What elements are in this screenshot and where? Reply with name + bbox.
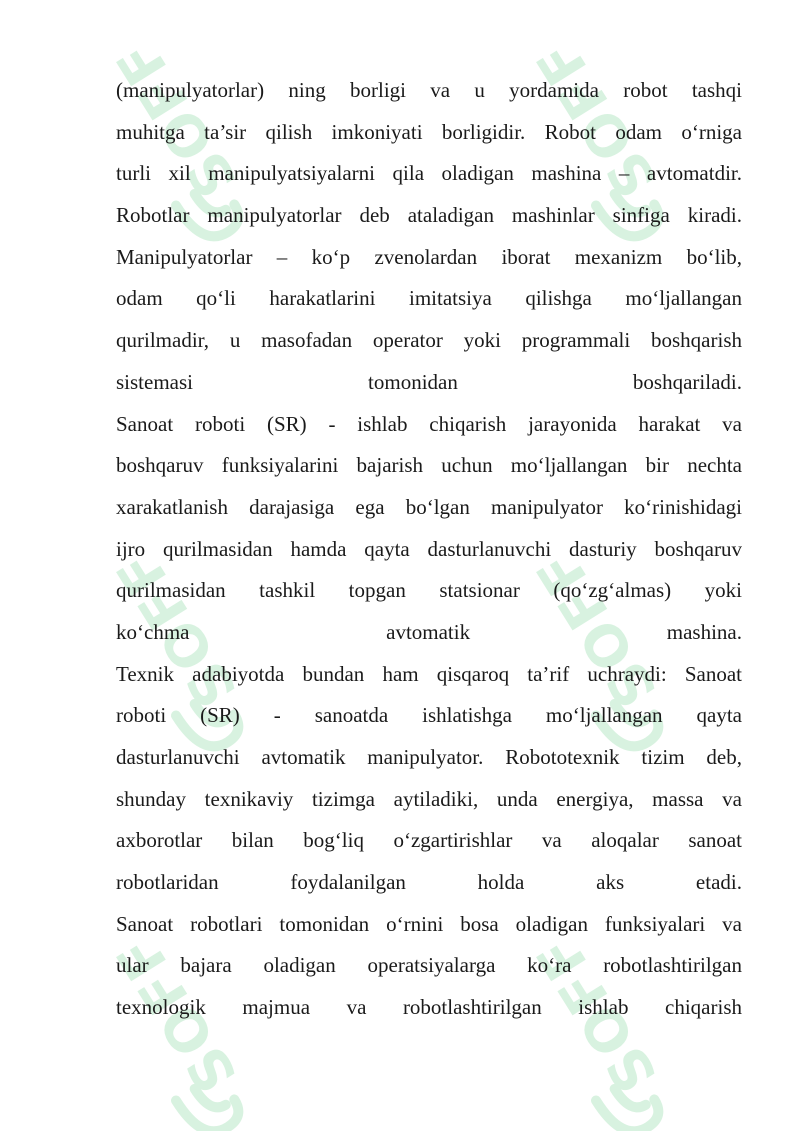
watermark-text: SOFF: [103, 537, 251, 719]
text-line: xarakatlanish darajasiga ega bo‘lgan manipulyator ko‘rinishidagi: [116, 494, 742, 519]
watermark-text: SOFF: [103, 27, 251, 209]
text-line: qurilmasidan tashkil topgan statsionar (qo‘zg‘almas) yoki: [116, 578, 742, 603]
text-line: (manipulyatorlar) ning borligi va u yordamida robot tashqi: [116, 78, 742, 102]
text-line: texnologik majmua va robotlashtirilgan ishlab chiqarish: [116, 995, 742, 1020]
watermark-text: SOFF: [523, 27, 671, 209]
text-line: dasturlanuvchi avtomatik manipulyator. Robototexnik tizim deb,: [116, 745, 742, 769]
text-line: qurilmadir, u masofadan operator yoki programmali boshqarish: [116, 328, 742, 353]
text-line: ijro qurilmasidan hamda qayta dasturlanuvchi dasturiy boshqaruv: [116, 536, 742, 561]
watermark-glyph-icon: [162, 1060, 258, 1131]
text-line: muhitga ta’sir qilish imkoniyati borligidir. Robot odam o‘rniga: [116, 119, 742, 144]
text-line: sistemasi tomonidan boshqariladi.: [116, 369, 742, 394]
text-line: Robotlar manipulyatorlar deb ataladigan mashinlar sinfiga kiradi.: [116, 203, 742, 228]
body-text: [116, 70, 742, 1029]
text-line: Sanoat robotlari tomonidan o‘rnini bosa oladigan funksiyalari va: [116, 911, 742, 936]
text-line: turli xil manipulyatsiyalarni qila oladigan mashina – avtomatdir.: [116, 161, 742, 186]
watermark-text: SOFF: [523, 922, 671, 1104]
text-line: Texnik adabiyotda bundan ham qisqaroq ta’rif uchraydi: Sanoat: [116, 661, 742, 686]
text-line: axborotlar bilan bog‘liq o‘zgartirishlar va aloqalar sanoat: [116, 828, 742, 853]
watermark-text: SOFF: [103, 922, 251, 1104]
text-line: robotlaridan foydalanilgan holda aks etadi.: [116, 870, 742, 895]
text-line: shunday texnikaviy tizimga aytiladiki, unda energiya, massa va: [116, 786, 742, 811]
text-line: roboti (SR) - sanoatda ishlatishga mo‘ljallangan qayta: [116, 703, 742, 728]
text-line: ular bajara oladigan operatsiyalarga ko‘ra robotlashtirilgan: [116, 953, 742, 978]
text-line: Manipulyatorlar – ko‘p zvenolardan iborat mexanizm bo‘lib,: [116, 244, 742, 269]
text-line: odam qo‘li harakatlarini imitatsiya qilishga mo‘ljallangan: [116, 286, 742, 311]
watermark-text: SOFF: [523, 537, 671, 719]
watermark-glyph-icon: [582, 1060, 678, 1131]
text-line: Sanoat roboti (SR) - ishlab chiqarish jarayonida harakat va: [116, 411, 742, 436]
text-line: ko‘chma avtomatik mashina.: [116, 619, 742, 644]
text-line: boshqaruv funksiyalarini bajarish uchun mo‘ljallangan bir nechta: [116, 453, 742, 478]
